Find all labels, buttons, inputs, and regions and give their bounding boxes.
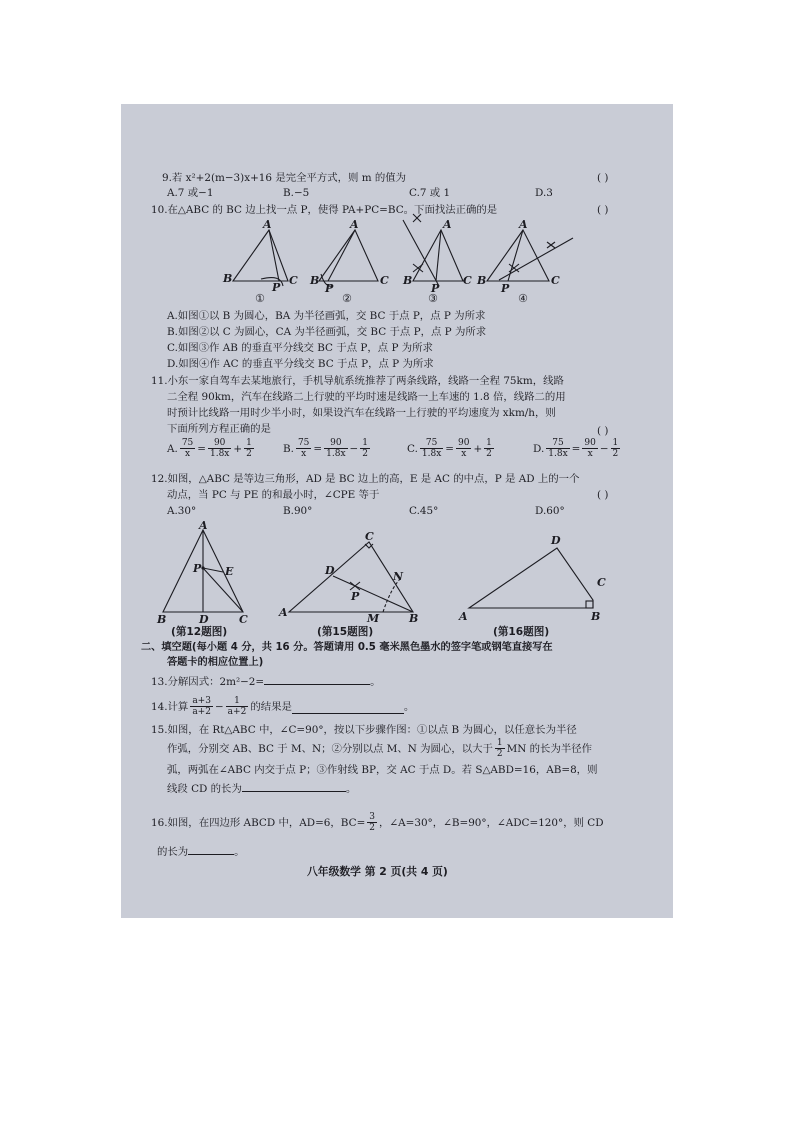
fig4-number: ④ bbox=[518, 292, 528, 305]
fig12-label-c: C bbox=[239, 613, 248, 626]
fig1-label-b: B bbox=[223, 272, 233, 285]
q11-c-right-fraction: $\frac{90}{x}$ bbox=[458, 438, 470, 459]
q11-b-label: B. bbox=[283, 442, 294, 455]
q14-fraction-b: $\frac{1}{a+2}$ bbox=[227, 696, 247, 717]
q16-line-1a: 16.如图，在四边形 ABCD 中，AD=6，BC= bbox=[151, 816, 366, 829]
q11-b-half: $\frac{1}{2}$ bbox=[362, 438, 368, 459]
q11-c-half: $\frac{1}{2}$ bbox=[486, 438, 492, 459]
fig3-label-b: B bbox=[403, 274, 413, 287]
q15-line-2b: MN 的长为半径作 bbox=[506, 742, 593, 755]
fig4-label-c: C bbox=[551, 274, 560, 287]
fig3-label-p: P bbox=[431, 282, 440, 295]
q11-d-right-fraction: $\frac{90}{x}$ bbox=[584, 438, 596, 459]
fig15-label-b: B bbox=[409, 612, 419, 625]
fig3-label-c: C bbox=[463, 274, 472, 287]
geometry-figures bbox=[121, 520, 673, 630]
q14-fraction-a: $\frac{a+3}{a+2}$ bbox=[192, 696, 211, 717]
fig15-label-c: C bbox=[365, 530, 374, 543]
fig3-number: ③ bbox=[428, 292, 438, 305]
q14-end: 。 bbox=[403, 700, 415, 713]
q11-b-op: = bbox=[313, 442, 323, 455]
q14 bbox=[151, 696, 414, 717]
q13-end: 。 bbox=[370, 676, 381, 688]
q10-answer-paren: ( ) bbox=[597, 204, 609, 216]
q16-line-1 bbox=[151, 812, 604, 833]
q11-b-right-fraction: $\frac{90}{1.8x}$ bbox=[326, 438, 346, 459]
fig3-label-a: A bbox=[443, 218, 452, 231]
q15-line-3: 弧，两弧在∠ABC 内交于点 P；③作射线 BP，交 AC 于点 D。若 S△ABD=16，AB=8，则 bbox=[167, 764, 598, 776]
fig4-label-a: A bbox=[519, 218, 528, 231]
q11-option-a bbox=[167, 438, 256, 459]
q11-b-sign: − bbox=[349, 442, 359, 455]
fig16-quadrilateral bbox=[469, 548, 593, 608]
q13-answer-blank bbox=[264, 683, 370, 685]
fig15-label-d: D bbox=[325, 564, 335, 577]
fig1-label-p: P bbox=[272, 281, 281, 294]
q11-a-label: A. bbox=[167, 442, 178, 455]
q11-a-left-fraction: $\frac{75}{x}$ bbox=[181, 438, 194, 459]
fig15-label-p: P bbox=[351, 590, 360, 603]
fig12-label-b: B bbox=[157, 613, 167, 626]
q11-line-1: 11.小东一家自驾车去某地旅行，手机导航系统推荐了两条线路，线路一全程 75km，线路 bbox=[151, 375, 564, 387]
fig12-label-d: D bbox=[199, 613, 209, 626]
q11-answer-paren: ( ) bbox=[597, 425, 609, 437]
q16-answer-blank bbox=[188, 853, 234, 855]
q12-option-a: A.30° bbox=[167, 505, 197, 517]
q11-c-left-fraction: $\frac{75}{1.8x}$ bbox=[421, 438, 442, 459]
q12-option-b: B.90° bbox=[283, 505, 313, 517]
q12-line-2: 动点，当 PC 与 PE 的和最小时，∠CPE 等于 bbox=[167, 489, 380, 501]
q10-option-a: A.如图①以 B 为圆心，BA 为半径画弧，交 BC 于点 P，点 P 为所求 bbox=[167, 310, 486, 322]
q13 bbox=[151, 676, 381, 688]
q15-answer-blank bbox=[242, 790, 346, 792]
q9-option-a: A.7 或−1 bbox=[167, 187, 214, 199]
q11-d-left-fraction: $\frac{75}{1.8x}$ bbox=[548, 438, 568, 459]
exam-page bbox=[121, 104, 673, 918]
fig16-label-c: C bbox=[597, 576, 606, 589]
fig1-label-c: C bbox=[289, 274, 298, 287]
q10-stem: 10.在△ABC 的 BC 边上找一点 P，使得 PA+PC=BC。下面找法正确的是 bbox=[151, 204, 498, 216]
q16-line-2-text: 的长为 bbox=[157, 846, 189, 858]
q15-line-1: 15.如图，在 Rt△ABC 中，∠C=90°，按以下步骤作图：①以点 B 为圆心，以任意长为半径 bbox=[151, 724, 577, 736]
section2-heading-line-1: 二、填空题(每小题 4 分，共 16 分。答题请用 0.5 毫米黑色墨水的签字笔或钢笔直接写在 bbox=[141, 642, 553, 653]
q14-pre: 14.计算 bbox=[151, 700, 189, 713]
q9-option-d: D.3 bbox=[535, 187, 553, 199]
q13-stem: 13.分解因式：2m²−2= bbox=[151, 676, 265, 688]
q12-answer-paren: ( ) bbox=[597, 489, 609, 501]
fig4-label-b: B bbox=[477, 274, 487, 287]
q11-c-sign: + bbox=[473, 442, 483, 455]
fig16-label-a: A bbox=[459, 610, 468, 623]
q11-c-op: = bbox=[445, 442, 454, 455]
q10-figures bbox=[121, 216, 673, 306]
q11-a-sign: + bbox=[233, 442, 243, 455]
fig1-number: ① bbox=[255, 292, 265, 305]
q11-a-right-fraction: $\frac{90}{1.8x}$ bbox=[209, 438, 230, 459]
q11-line-3: 时预计比线路一用时少半小时，如果设汽车在线路一上行驶的平均速度为 xkm/h，则 bbox=[167, 407, 556, 419]
fig12-caption: (第12题图) bbox=[171, 626, 228, 638]
q11-d-sign: − bbox=[599, 442, 609, 455]
fig2-label-c: C bbox=[380, 274, 389, 287]
q11-line-4: 下面所列方程正确的是 bbox=[167, 423, 271, 435]
fig2-label-p: P bbox=[325, 282, 334, 295]
q9-option-c: C.7 或 1 bbox=[409, 187, 451, 199]
fig12-label-p: P bbox=[193, 562, 202, 575]
q14-post: 的结果是 bbox=[250, 700, 292, 713]
q15-end: 。 bbox=[345, 783, 357, 795]
q10-option-c: C.如图③作 AB 的垂直平分线交 BC 于点 P，点 P 为所求 bbox=[167, 342, 433, 354]
q15-line-2 bbox=[167, 738, 592, 759]
section2-heading-line-2: 答题卡的相应位置上) bbox=[167, 657, 264, 668]
q12-line-1: 12.如图，△ABC 是等边三角形，AD 是 BC 边上的高，E 是 AC 的中点，P 是 AD 上的一个 bbox=[151, 473, 580, 485]
fig15-label-a: A bbox=[279, 606, 288, 619]
fig12-label-a: A bbox=[199, 519, 208, 532]
q16-end: 。 bbox=[234, 846, 245, 858]
q14-answer-blank bbox=[292, 712, 404, 714]
fig15-label-n: N bbox=[393, 570, 404, 583]
fig15-label-m: M bbox=[367, 612, 380, 625]
q9-answer-paren: ( ) bbox=[597, 172, 609, 184]
q9-option-b: B.−5 bbox=[283, 187, 310, 199]
q15-line-4-text: 线段 CD 的长为 bbox=[167, 783, 242, 795]
q16-bc-fraction: $\frac{3}{2}$ bbox=[369, 812, 376, 833]
q10-option-d: D.如图④作 AC 的垂直平分线交 BC 于点 P，点 P 为所求 bbox=[167, 358, 434, 370]
fig16-label-b: B bbox=[591, 610, 601, 623]
fig15-caption: (第15题图) bbox=[317, 626, 374, 638]
q12-option-c: C.45° bbox=[409, 505, 439, 517]
q14-minus: − bbox=[214, 700, 224, 713]
q11-option-d bbox=[533, 438, 622, 459]
fig4-label-p: P bbox=[501, 282, 510, 295]
fig2-number: ② bbox=[342, 292, 352, 305]
q11-b-left-fraction: $\frac{75}{x}$ bbox=[297, 438, 310, 459]
q11-a-half: $\frac{1}{2}$ bbox=[246, 438, 252, 459]
q11-option-b bbox=[283, 438, 372, 459]
q11-option-c bbox=[407, 438, 496, 459]
q11-c-label: C. bbox=[407, 442, 418, 455]
q15-line-4 bbox=[167, 783, 356, 795]
fig16-caption: (第16题图) bbox=[493, 626, 550, 638]
q12-option-d: D.60° bbox=[535, 505, 565, 517]
q15-half-fraction: $\frac{1}{2}$ bbox=[496, 738, 503, 759]
fig2-label-a: A bbox=[350, 218, 359, 231]
q11-d-op: = bbox=[571, 442, 581, 455]
q11-d-half: $\frac{1}{2}$ bbox=[612, 438, 619, 459]
q11-d-label: D. bbox=[533, 442, 545, 455]
fig16-label-d: D bbox=[551, 534, 561, 547]
fig12-label-e: E bbox=[225, 565, 234, 578]
fig1-label-a: A bbox=[263, 218, 272, 231]
fig2-label-b: B bbox=[310, 274, 320, 287]
q16-line-2 bbox=[157, 846, 245, 858]
q10-option-b: B.如图②以 C 为圆心，CA 为半径画弧，交 BC 于点 P，点 P 为所求 bbox=[167, 326, 487, 338]
q15-line-2a: 作弧，分别交 AB、BC 于 M、N；②分别以点 M、N 为圆心，以大于 bbox=[167, 742, 493, 755]
page-footer: 八年级数学 第 2 页(共 4 页) bbox=[307, 865, 448, 878]
q9-stem: 9.若 x²+2(m−3)x+16 是完全平方式，则 m 的值为 bbox=[162, 172, 407, 184]
q11-a-op: = bbox=[197, 442, 206, 455]
q16-line-1b: ，∠A=30°，∠B=90°，∠ADC=120°，则 CD bbox=[379, 816, 604, 829]
q11-line-2: 二全程 90km，汽车在线路二上行驶的平均时速是线路一上车速的 1.8 倍，线路二的用 bbox=[167, 391, 566, 403]
